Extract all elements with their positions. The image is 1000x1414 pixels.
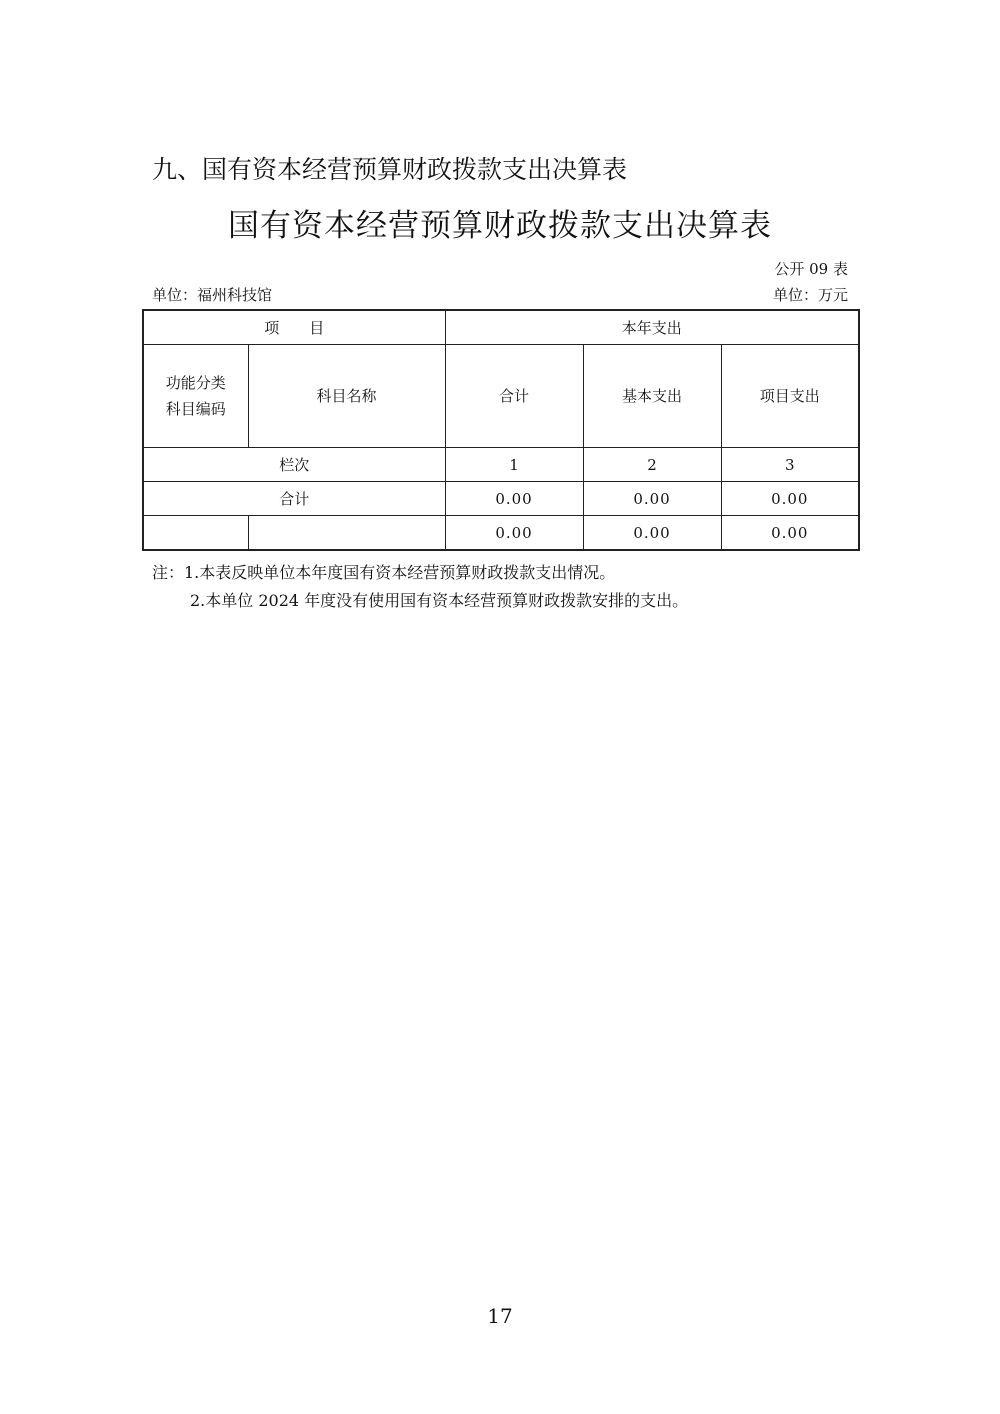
section-heading: 九、国有资本经营预算财政拨款支出决算表 [152, 155, 628, 184]
table-notes [152, 559, 688, 615]
reporting-unit: 单位：福州科技馆 [152, 286, 273, 304]
page-number: 17 [487, 1304, 513, 1328]
row-total-basic: 0.00 [583, 482, 721, 516]
row-index-col1: 1 [445, 448, 583, 482]
note-line-2: 2.本单位 2024 年度没有使用国有资本经营预算财政拨款安排的支出。 [190, 591, 689, 610]
header-row-1 [143, 310, 859, 345]
row-total-label: 合计 [143, 482, 445, 516]
row-total-project: 0.00 [721, 482, 859, 516]
header-basic-expenditure: 基本支出 [583, 345, 721, 448]
currency-unit: 单位：万元 [772, 286, 848, 304]
header-subject-name: 科目名称 [248, 345, 445, 448]
row-index-col2: 2 [583, 448, 721, 482]
row-code [143, 516, 248, 551]
row-total: 0.00 [445, 516, 583, 551]
note-line-1: 注：1.本表反映单位本年度国有资本经营预算财政拨款支出情况。 [152, 563, 616, 582]
table-row-total [143, 482, 859, 516]
table-row [143, 516, 859, 551]
header-current-year-expenditure: 本年支出 [445, 310, 859, 345]
row-name [248, 516, 445, 551]
table-row-index [143, 448, 859, 482]
header-total: 合计 [445, 345, 583, 448]
row-project: 0.00 [721, 516, 859, 551]
header-function-code-line1: 功能分类 [165, 374, 226, 392]
header-project-expenditure: 项目支出 [721, 345, 859, 448]
row-index-label: 栏次 [143, 448, 445, 482]
header-row-2 [143, 345, 859, 448]
header-function-code-line2: 科目编码 [165, 400, 226, 418]
row-index-col3: 3 [721, 448, 859, 482]
row-basic: 0.00 [583, 516, 721, 551]
document-title: 国有资本经营预算财政拨款支出决算表 [228, 208, 772, 244]
row-total-total: 0.00 [445, 482, 583, 516]
table-code: 公开 09 表 [774, 260, 848, 278]
header-function-code [143, 345, 248, 448]
expenditure-table [142, 309, 860, 551]
header-project: 项 目 [143, 310, 445, 345]
